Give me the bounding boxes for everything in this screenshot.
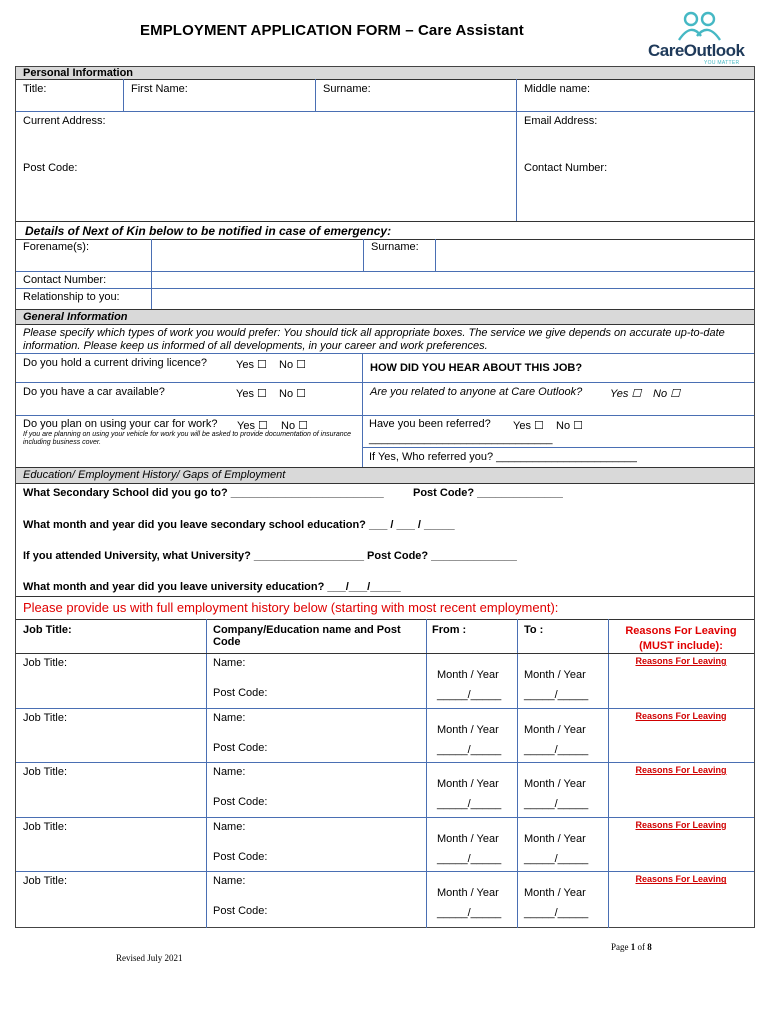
row-to-month-year: Month / Year: [524, 832, 586, 845]
row-company-name-label: Name:: [213, 875, 246, 888]
car-work-no-option[interactable]: No ☐: [281, 420, 308, 432]
checkbox-icon[interactable]: ☐: [257, 359, 267, 371]
row-job-title-label: Job Title:: [23, 766, 68, 779]
row-reasons-link[interactable]: Reasons For Leaving: [635, 710, 727, 721]
contact-number-label: Contact Number:: [524, 162, 608, 174]
row-job-title-label: Job Title:: [23, 657, 68, 669]
row-from-date-field[interactable]: _____/_____: [437, 852, 502, 865]
referred-yes-option[interactable]: Yes ☐: [513, 420, 544, 432]
row-from-date-field[interactable]: _____/_____: [437, 743, 502, 756]
form-title: EMPLOYMENT APPLICATION FORM – Care Assistant: [140, 22, 524, 39]
kin-surname-label: Surname:: [371, 241, 419, 253]
row-post-code-label: Post Code:: [213, 741, 268, 754]
row-post-code-label: Post Code:: [213, 687, 268, 699]
kin-forenames-label: Forename(s):: [23, 241, 90, 253]
checkbox-icon[interactable]: ☐: [631, 388, 642, 400]
row-company-name-label: Name:: [213, 711, 246, 724]
how-heard-question: HOW DID YOU HEAR ABOUT THIS JOB?: [370, 362, 583, 374]
kin-contact-number-label: Contact Number:: [23, 274, 107, 286]
row-reasons-link[interactable]: Reasons For Leaving: [635, 656, 727, 666]
who-referred-field[interactable]: If Yes, Who referred you? _______________________: [369, 451, 637, 463]
next-of-kin-heading: Details of Next of Kin below to be notified in case of emergency:: [25, 224, 392, 238]
post-code-label: Post Code:: [23, 162, 78, 174]
row-to-date-field[interactable]: _____/_____: [524, 852, 589, 865]
row-job-title-label: Job Title:: [23, 875, 68, 888]
middle-name-label: Middle name:: [524, 83, 591, 95]
row-from-date-field[interactable]: _____/_____: [437, 798, 502, 811]
page-number: Page 1 of 8: [611, 942, 652, 952]
row-from-month-year: Month / Year: [437, 669, 499, 681]
revised-date: Revised July 2021: [116, 953, 183, 963]
related-question: Are you related to anyone at Care Outlook?: [370, 386, 583, 398]
row-from-month-year: Month / Year: [437, 832, 499, 845]
first-name-label: First Name:: [131, 83, 188, 95]
row-to-date-field[interactable]: _____/_____: [524, 689, 589, 701]
car-yes-option[interactable]: Yes ☐: [236, 388, 267, 400]
row-company-name-label: Name:: [213, 766, 246, 779]
row-company-name-label: Name:: [213, 657, 246, 669]
checkbox-icon[interactable]: ☐: [573, 420, 583, 432]
related-no-option[interactable]: No ☐: [653, 388, 680, 400]
licence-no-option[interactable]: No ☐: [279, 359, 306, 371]
checkbox-icon[interactable]: ☐: [257, 388, 267, 400]
row-reasons-link[interactable]: Reasons For Leaving: [635, 765, 727, 776]
checkbox-icon[interactable]: ☐: [258, 420, 268, 432]
row-post-code-label: Post Code:: [213, 796, 268, 809]
row-from-month-year: Month / Year: [437, 778, 499, 791]
related-yes-option[interactable]: Yes ☐: [610, 388, 642, 400]
left-secondary-question: What month and year did you leave secondary school education? ___ / ___ / _____: [23, 519, 455, 531]
checkbox-icon[interactable]: ☐: [296, 359, 306, 371]
col-company: Company/Education name and Post Code: [213, 624, 401, 648]
row-post-code-label: Post Code:: [213, 850, 268, 863]
licence-yes-option[interactable]: Yes ☐: [236, 359, 267, 371]
row-from-month-year: Month / Year: [437, 723, 499, 736]
referred-question: Have you been referred?: [369, 418, 491, 430]
general-info-heading: General Information: [16, 310, 754, 324]
email-address-label: Email Address:: [524, 115, 598, 127]
row-to-date-field[interactable]: _____/_____: [524, 743, 589, 756]
car-for-work-question: Do you plan on using your car for work?: [23, 418, 218, 430]
current-address-label: Current Address:: [23, 115, 106, 127]
education-heading: Education/ Employment History/ Gaps of Employment: [16, 468, 754, 483]
row-job-title-label: Job Title:: [23, 711, 68, 724]
checkbox-icon[interactable]: ☐: [296, 388, 306, 400]
row-reasons-link[interactable]: Reasons For Leaving: [635, 874, 727, 885]
referred-blank-line[interactable]: ______________________________: [369, 433, 553, 445]
row-to-date-field[interactable]: _____/_____: [524, 798, 589, 811]
checkbox-icon[interactable]: ☐: [670, 388, 680, 400]
referred-no-option[interactable]: No ☐: [556, 420, 583, 432]
care-outlook-logo: [646, 8, 756, 64]
left-university-question: What month and year did you leave university education? ___/___/_____: [23, 581, 401, 593]
row-to-month-year: Month / Year: [524, 669, 586, 681]
logo-tagline: YOU MATTER: [704, 60, 740, 66]
secondary-school-postcode: Post Code? ______________: [413, 487, 563, 499]
col-reasons: Reasons For Leaving (MUST include):: [625, 625, 737, 652]
row-post-code-label: Post Code:: [213, 905, 268, 918]
row-from-month-year: Month / Year: [437, 887, 499, 900]
car-work-insurance-note: If you are planning on using your vehicle for work you will be asked to provide documentation of insurance including business cover.: [23, 431, 352, 446]
row-reasons-link[interactable]: Reasons For Leaving: [635, 819, 727, 830]
secondary-school-question: What Secondary School did you go to? _________________________: [23, 487, 384, 499]
row-to-date-field[interactable]: _____/_____: [524, 907, 589, 920]
driving-licence-question: Do you hold a current driving licence?: [23, 357, 208, 369]
kin-relationship-label: Relationship to you:: [23, 291, 120, 303]
logo-wordmark: CareOutlook: [648, 41, 745, 60]
surname-label: Surname:: [323, 83, 371, 95]
row-to-month-year: Month / Year: [524, 723, 586, 736]
car-work-yes-option[interactable]: Yes ☐: [237, 420, 268, 432]
row-company-name-label: Name:: [213, 820, 246, 833]
checkbox-icon[interactable]: ☐: [534, 420, 544, 432]
col-from: From :: [432, 624, 467, 636]
personal-info-heading: Personal Information: [16, 67, 754, 79]
people-icon: [646, 8, 756, 44]
title-label: Title:: [23, 83, 47, 95]
row-to-month-year: Month / Year: [524, 778, 586, 791]
col-to: To :: [524, 624, 544, 636]
general-info-intro: Please specify which types of work you would prefer: You should tick all appropriate boxes. The service we give depends on accurate up-to-date information. Please keep us informed of all developments, in your career and work preferences.: [23, 327, 725, 352]
col-job-title: Job Title:: [23, 624, 72, 636]
row-from-date-field[interactable]: _____/_____: [437, 907, 502, 920]
employment-history-note: Please provide us with full employment history below (starting with most recent employment):: [23, 600, 559, 615]
row-job-title-label: Job Title:: [23, 820, 68, 833]
car-available-question: Do you have a car available?: [23, 386, 165, 398]
row-from-date-field[interactable]: _____/_____: [437, 689, 502, 701]
university-question: If you attended University, what University? __________________ Post Code? ______________: [23, 550, 517, 562]
row-to-month-year: Month / Year: [524, 887, 586, 900]
car-no-option[interactable]: No ☐: [279, 388, 306, 400]
application-form: [15, 66, 755, 928]
checkbox-icon[interactable]: ☐: [298, 420, 308, 432]
